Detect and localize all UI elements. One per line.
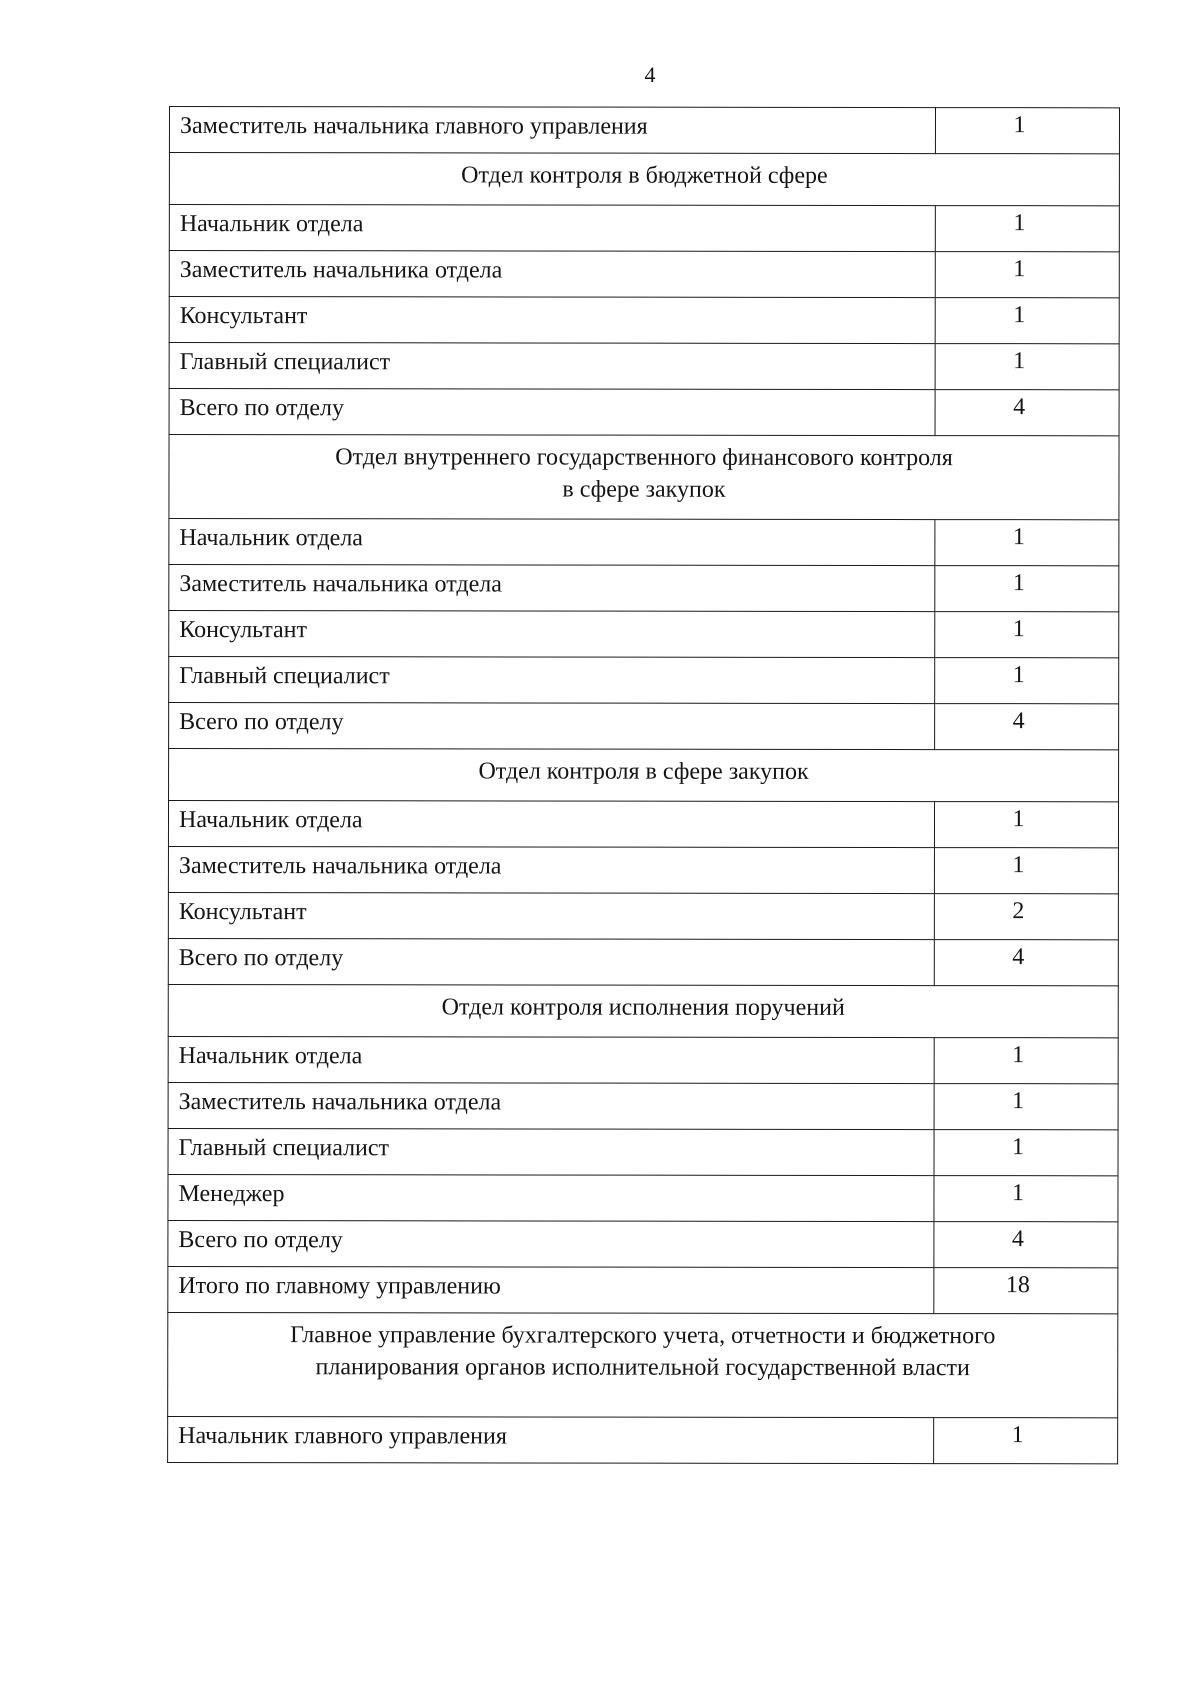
position-name: Заместитель начальника главного управления bbox=[179, 112, 648, 140]
table-row bbox=[169, 205, 1119, 252]
position-count-cell bbox=[934, 1418, 1118, 1464]
position-count: 4 bbox=[1013, 393, 1026, 420]
position-count-cell bbox=[935, 566, 1119, 612]
position-count-cell bbox=[935, 612, 1119, 658]
table-row bbox=[169, 251, 1119, 298]
table-row bbox=[169, 389, 1119, 436]
table-row bbox=[168, 1036, 1118, 1083]
position-count: 1 bbox=[1012, 1041, 1025, 1068]
position-count: 1 bbox=[1012, 851, 1025, 878]
position-name: Заместитель начальника отдела bbox=[179, 570, 502, 597]
table-row bbox=[168, 1174, 1118, 1221]
position-count: 1 bbox=[1012, 523, 1025, 550]
position-count-cell bbox=[934, 894, 1118, 940]
position-name: Главный специалист bbox=[179, 348, 391, 375]
position-name: Всего по отделу bbox=[179, 394, 344, 421]
section-header-cell bbox=[169, 435, 1119, 520]
position-name-cell bbox=[168, 1082, 934, 1129]
table-row bbox=[168, 1128, 1118, 1175]
position-name-cell bbox=[168, 892, 934, 939]
position-name: Заместитель начальника отдела bbox=[179, 256, 503, 283]
table-row bbox=[169, 565, 1119, 612]
position-count: 1 bbox=[1012, 661, 1025, 688]
position-name-cell bbox=[169, 205, 935, 252]
position-name-cell bbox=[168, 801, 934, 848]
table-row bbox=[168, 892, 1118, 939]
table-row bbox=[168, 847, 1118, 894]
position-count: 4 bbox=[1012, 943, 1025, 970]
position-count: 1 bbox=[1012, 615, 1025, 642]
table-row bbox=[169, 657, 1119, 704]
position-name: Главный специалист bbox=[179, 662, 390, 689]
section-title: Отдел внутреннего государственного финансового контроля в сфере закупок bbox=[335, 444, 953, 503]
position-name: Начальник главного управления bbox=[178, 1422, 507, 1449]
position-count-cell bbox=[935, 108, 1119, 154]
section-title: Отдел контроля исполнения поручений bbox=[441, 994, 845, 1021]
position-name: Консультант bbox=[179, 302, 308, 329]
position-name: Менеджер bbox=[178, 1180, 285, 1207]
section-header-cell bbox=[169, 153, 1119, 206]
table-row bbox=[169, 703, 1119, 750]
table-row bbox=[168, 1266, 1118, 1313]
position-name-cell bbox=[169, 519, 935, 566]
position-count-cell bbox=[935, 344, 1119, 390]
position-name-cell bbox=[169, 343, 935, 390]
position-count: 18 bbox=[1005, 1271, 1030, 1298]
position-name-cell bbox=[169, 611, 935, 658]
position-name: Консультант bbox=[179, 616, 308, 643]
position-count: 1 bbox=[1012, 1087, 1025, 1114]
position-count: 1 bbox=[1012, 569, 1025, 596]
position-count: 4 bbox=[1012, 707, 1025, 734]
position-count: 1 bbox=[1013, 255, 1026, 282]
position-name-cell bbox=[168, 938, 934, 985]
position-count: 2 bbox=[1012, 897, 1025, 924]
position-name-cell bbox=[169, 297, 935, 344]
position-count-cell bbox=[935, 390, 1119, 436]
section-title: Отдел контроля в бюджетной сфере bbox=[461, 162, 828, 189]
section-header-row bbox=[169, 153, 1119, 206]
table-row bbox=[169, 611, 1119, 658]
position-name: Начальник отдела bbox=[179, 524, 363, 551]
position-count: 1 bbox=[1013, 111, 1026, 138]
position-count-cell bbox=[934, 1176, 1118, 1222]
section-header-row bbox=[169, 749, 1119, 802]
table-row bbox=[168, 1416, 1118, 1463]
position-name-cell bbox=[169, 251, 935, 298]
position-name: Всего по отделу bbox=[178, 944, 344, 971]
position-name: Начальник отдела bbox=[178, 806, 363, 833]
position-name-cell bbox=[168, 1036, 934, 1083]
staffing-table bbox=[167, 106, 1120, 1464]
position-count-cell bbox=[935, 298, 1119, 344]
position-count-cell bbox=[934, 802, 1118, 848]
section-header-row bbox=[168, 984, 1118, 1037]
table-row bbox=[168, 801, 1118, 848]
position-name-cell bbox=[169, 703, 935, 750]
position-count-cell bbox=[934, 1038, 1118, 1084]
position-name: Всего по отделу bbox=[179, 708, 344, 735]
table-row bbox=[169, 519, 1119, 566]
position-count: 1 bbox=[1013, 347, 1026, 374]
position-count: 1 bbox=[1011, 1421, 1024, 1448]
position-name-cell bbox=[168, 1416, 934, 1463]
position-count: 4 bbox=[1011, 1225, 1024, 1252]
section-header-cell bbox=[168, 984, 1118, 1037]
page-number: 4 bbox=[644, 62, 656, 87]
position-count: 1 bbox=[1012, 1133, 1025, 1160]
position-name-cell bbox=[169, 389, 935, 436]
table-row bbox=[169, 343, 1119, 390]
position-name-cell bbox=[168, 847, 934, 894]
position-count-cell bbox=[935, 520, 1119, 566]
position-count-cell bbox=[934, 1084, 1118, 1130]
position-count: 1 bbox=[1011, 1179, 1025, 1206]
position-name: Заместитель начальника отдела bbox=[178, 852, 502, 879]
position-name: Всего по отделу bbox=[178, 1226, 343, 1253]
section-title: Отдел контроля в сфере закупок bbox=[478, 758, 809, 785]
position-count-cell bbox=[935, 252, 1119, 298]
staffing-table-body bbox=[168, 107, 1120, 1464]
position-name-cell bbox=[168, 1220, 934, 1267]
position-name-cell bbox=[168, 1266, 934, 1313]
position-name: Начальник отдела bbox=[178, 1042, 363, 1069]
position-count-cell bbox=[934, 1222, 1118, 1268]
position-count: 1 bbox=[1013, 209, 1026, 236]
position-count: 1 bbox=[1012, 805, 1025, 832]
table-row bbox=[168, 1082, 1118, 1129]
position-name-cell bbox=[168, 1174, 934, 1221]
position-count-cell bbox=[934, 940, 1118, 986]
position-count-cell bbox=[935, 658, 1119, 704]
section-header-row bbox=[168, 1312, 1118, 1417]
position-count-cell bbox=[935, 704, 1119, 750]
position-name-cell bbox=[169, 657, 935, 704]
position-name: Заместитель начальника отдела bbox=[178, 1088, 502, 1115]
section-header-cell bbox=[168, 1312, 1118, 1417]
table-row bbox=[168, 1220, 1118, 1267]
position-count-cell bbox=[934, 848, 1118, 894]
position-name: Главный специалист bbox=[178, 1134, 390, 1161]
section-header-row bbox=[169, 435, 1119, 520]
position-name: Итого по главному управлению bbox=[178, 1272, 501, 1299]
position-count: 1 bbox=[1013, 301, 1026, 328]
section-title: Главное управление бухгалтерского учета, отчетности и бюджетного планирования органов исполнительной государственной власти bbox=[290, 1322, 996, 1382]
position-count-cell bbox=[935, 206, 1119, 252]
position-name: Консультант bbox=[178, 898, 307, 925]
table-row bbox=[168, 938, 1118, 985]
section-header-cell bbox=[169, 749, 1119, 802]
position-name-cell bbox=[169, 107, 935, 154]
position-count-cell bbox=[934, 1130, 1118, 1176]
position-count-cell bbox=[934, 1268, 1118, 1314]
position-name: Начальник отдела bbox=[179, 210, 364, 237]
position-name-cell bbox=[168, 1128, 934, 1175]
table-row bbox=[169, 297, 1119, 344]
position-name-cell bbox=[169, 565, 935, 612]
table-row bbox=[169, 107, 1119, 154]
